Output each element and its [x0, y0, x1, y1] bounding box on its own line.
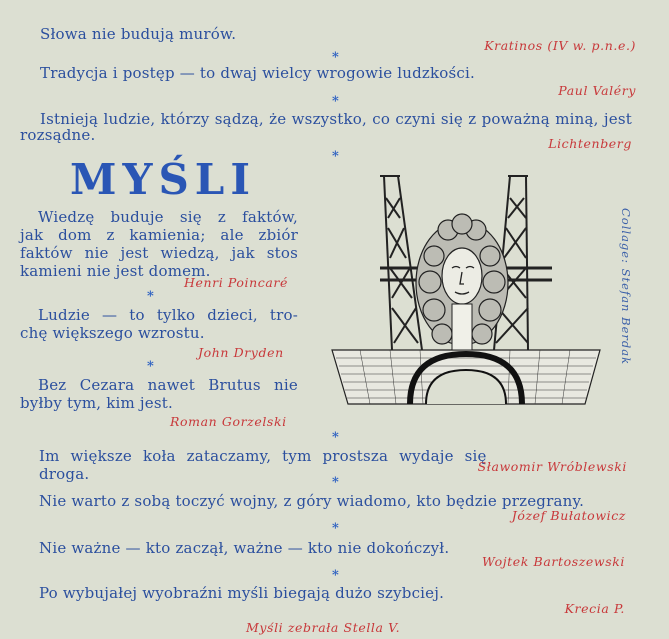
separator-star: * — [147, 289, 154, 304]
separator-star: * — [332, 475, 339, 490]
quote-5-line-2: chę większego wzrostu. — [20, 324, 205, 342]
quote-2-author: Paul Valéry — [558, 83, 636, 98]
quote-7-author: Sławomir Wróblewski — [477, 459, 627, 474]
quote-5-block — [20, 306, 298, 342]
quote-1-author: Kratinos (IV w. p.n.e.) — [484, 38, 636, 53]
separator-star: * — [332, 521, 339, 536]
footer-credit: Myśli zebrała Stella V. — [246, 620, 401, 635]
collage-credit: Collage: Stefan Berdak — [619, 208, 633, 366]
separator-star: * — [332, 568, 339, 583]
quote-10-text: Po wybujałej wyobraźni myśli biegają dużo szybciej. — [39, 584, 445, 602]
quote-4-author: Henri Poincaré — [184, 275, 288, 290]
separator-star: * — [332, 430, 339, 445]
quote-4-line-1: Wiedzę buduje się z faktów, — [38, 208, 298, 226]
quote-2-text: Tradycja i postęp — to dwaj wielcy wrogowie ludzkości. — [40, 64, 475, 82]
quote-6-block — [20, 376, 298, 412]
separator-star: * — [147, 359, 154, 374]
quote-3-author: Lichtenberg — [548, 136, 632, 151]
quote-3-line-1: Istnieją ludzie, którzy sądzą, że wszystko, co czyni się z poważną miną, jest — [40, 110, 632, 128]
quote-1-text: Słowa nie budują murów. — [40, 25, 237, 43]
quote-6-line-1: Bez Cezara nawet Brutus nie — [38, 376, 298, 394]
separator-star: * — [332, 94, 339, 109]
quote-5-line-1: Ludzie — to tylko dzieci, tro- — [38, 306, 298, 324]
quote-6-author: Roman Gorzelski — [170, 414, 287, 429]
quote-7-text: Im większe koła zataczamy, tym prostsza wydaje się droga. — [39, 447, 487, 483]
page-title: MYŚLI — [70, 155, 256, 204]
quote-4-line-4: kamieni nie jest domem. — [20, 262, 211, 280]
quote-5-author: John Dryden — [198, 345, 284, 360]
quote-8-text: Nie warto z sobą toczyć wojny, z góry wiadomo, kto będzie przegrany. — [39, 492, 585, 510]
collage-illustration — [330, 168, 602, 422]
quote-4-line-3: faktów nie jest wiedzą, jak stos — [20, 244, 298, 262]
quote-10-author: Krecia P. — [564, 601, 625, 616]
separator-star: * — [332, 50, 339, 65]
quote-4-block — [20, 208, 298, 280]
quote-9-text: Nie ważne — kto zaczął, ważne — kto nie dokończył. — [39, 539, 450, 557]
quote-6-line-2: byłby tym, kim jest. — [20, 394, 173, 412]
quote-4-line-2: jak dom z kamienia; ale zbiór — [20, 226, 298, 244]
quote-8-author: Józef Bułatowicz — [511, 508, 626, 523]
separator-star: * — [332, 149, 339, 164]
quote-3-line-2: rozsądne. — [20, 126, 96, 144]
quote-9-author: Wojtek Bartoszewski — [481, 554, 625, 569]
